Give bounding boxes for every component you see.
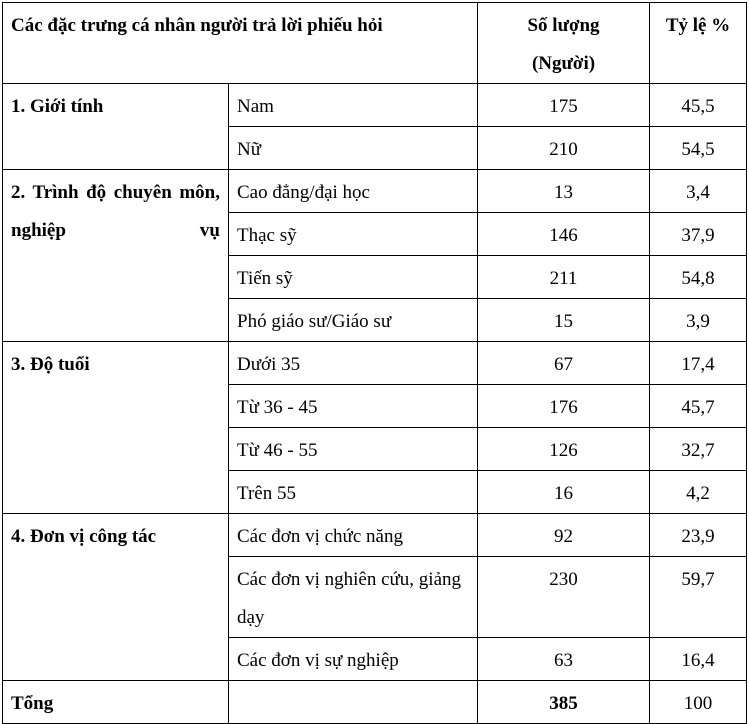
row-percent: 59,7: [650, 557, 747, 638]
row-name: Thạc sỹ: [229, 213, 478, 256]
row-count: 210: [478, 127, 650, 170]
row-count: 92: [478, 514, 650, 557]
row-name: Dưới 35: [229, 342, 478, 385]
row-percent: 23,9: [650, 514, 747, 557]
row-name: Nam: [229, 84, 478, 127]
row-percent: 32,7: [650, 428, 747, 471]
header-count: [478, 3, 650, 84]
group-label-age: 3. Độ tuổi: [3, 342, 229, 514]
row-percent: 54,5: [650, 127, 747, 170]
row-percent: 54,8: [650, 256, 747, 299]
group-label-workplace: 4. Đơn vị công tác: [3, 514, 229, 681]
row-count: 175: [478, 84, 650, 127]
row-count: 146: [478, 213, 650, 256]
row-name: Phó giáo sư/Giáo sư: [229, 299, 478, 342]
row-name: Các đơn vị nghiên cứu, giảng dạy: [229, 557, 478, 638]
row-count: 230: [478, 557, 650, 638]
group-label-qualification: 2. Trình độ chuyên môn, nghiệp vụ: [3, 170, 229, 342]
row-count: 15: [478, 299, 650, 342]
row-percent: 3,9: [650, 299, 747, 342]
total-row: [3, 681, 747, 724]
row-name: Cao đẳng/đại học: [229, 170, 478, 213]
row-percent: 45,7: [650, 385, 747, 428]
header-count-unit: (Người): [531, 53, 596, 74]
total-empty-cell: [229, 681, 478, 724]
respondent-characteristics-table: [2, 2, 747, 724]
row-count: 67: [478, 342, 650, 385]
row-count: 16: [478, 471, 650, 514]
row-count: 126: [478, 428, 650, 471]
row-name: Từ 46 - 55: [229, 428, 478, 471]
row-percent: 3,4: [650, 170, 747, 213]
row-percent: 45,5: [650, 84, 747, 127]
table-row: [3, 84, 747, 127]
row-count: 176: [478, 385, 650, 428]
table-row: [3, 514, 747, 557]
total-percent: 100: [650, 681, 747, 724]
table-row: [3, 342, 747, 385]
header-row: [3, 3, 747, 84]
table-row: [3, 170, 747, 213]
header-count-label: Số lượng: [527, 15, 600, 36]
total-label: Tổng: [3, 681, 229, 724]
row-name: Nữ: [229, 127, 478, 170]
row-count: 211: [478, 256, 650, 299]
row-name: Trên 55: [229, 471, 478, 514]
row-name: Các đơn vị sự nghiệp: [229, 638, 478, 681]
row-name: Từ 36 - 45: [229, 385, 478, 428]
row-name: Các đơn vị chức năng: [229, 514, 478, 557]
row-count: 63: [478, 638, 650, 681]
total-count: 385: [478, 681, 650, 724]
group-label-gender: 1. Giới tính: [3, 84, 229, 170]
row-percent: 37,9: [650, 213, 747, 256]
row-name: Tiến sỹ: [229, 256, 478, 299]
row-percent: 16,4: [650, 638, 747, 681]
header-characteristics: Các đặc trưng cá nhân người trả lời phiếu hỏi: [3, 3, 478, 84]
row-percent: 4,2: [650, 471, 747, 514]
row-percent: 17,4: [650, 342, 747, 385]
header-percent: Tỷ lệ %: [650, 3, 747, 84]
row-count: 13: [478, 170, 650, 213]
